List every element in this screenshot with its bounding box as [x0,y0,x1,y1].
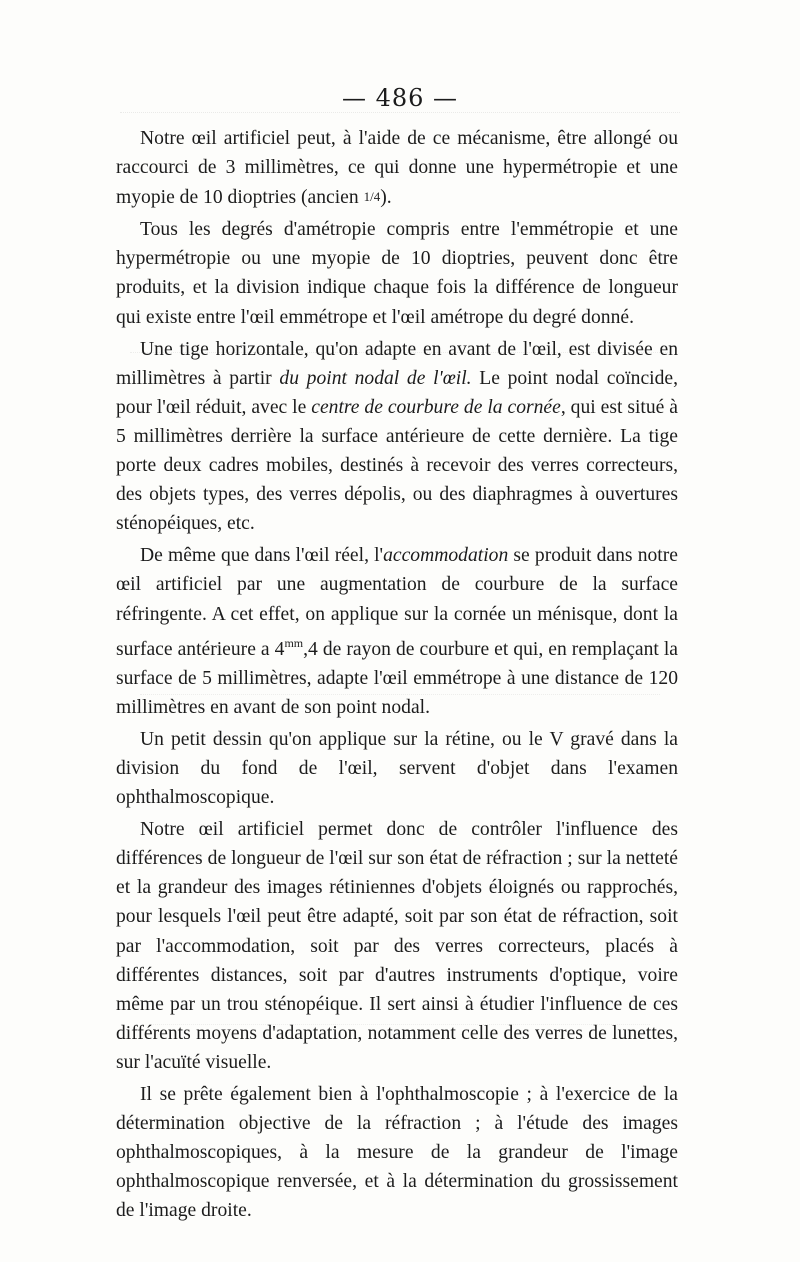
italic-run: centre de courbure de la cornée [311,396,561,418]
text-run: ,4 de rayon de courbure et qui, en remplaçant la surface de 5 millimètres, adapte l'œil emmétrope à une distance de 120 millimètres en avant de son point nodal. [116,638,678,718]
paragraph [116,1080,678,1225]
paragraph [116,124,678,212]
paragraph [116,541,678,722]
text-run: , qui est situé à 5 millimètres derrière la surface antérieure de cette dernière. La tige porte deux cadres mobiles, destinés à recevoir des verres correcteurs, des objets types, des verres dépolis, ou des diaphragmes à ouvertures sténopéiques, etc. [116,396,678,535]
text-run: Un petit dessin qu'on applique sur la rétine, ou le V gravé dans la division du fond de l'œil, servent d'objet dans l'examen ophthalmoscopique. [116,728,678,809]
text-run: ). [380,187,392,209]
text-run: Le point nodal coïncide, pour l'œil réduit, avec le [116,367,678,418]
show-through-texture [120,112,680,121]
page-number: — 486 — [341,84,459,112]
text-run: se produit dans notre œil artificiel par une augmentation de courbure de la surface réfringente. A cet effet, on applique sur la cornée un ménisque, dont la surface antérieure a 4 [116,545,678,660]
body-text [116,124,678,1225]
text-run: De même que dans l'œil réel, l' [140,545,384,567]
superscript-unit: mm [284,635,304,650]
italic-run: accommodation [383,545,509,567]
text-run: Notre œil artificiel peut, à l'aide de ce mécanisme, être allongé ou raccourci de 3 millimètres, ce qui donne une hypermétropie et une myopie de 10 dioptries (ancien [116,128,678,209]
text-run: Une tige horizontale, qu'on adapte en avant de l'œil, est divisée en millimètres à partir [116,338,678,389]
paragraph [116,815,678,1077]
fraction: 1/4 [363,189,381,205]
paragraph [116,335,678,539]
italic-run: du point nodal de l'œil. [279,367,472,389]
paragraph [116,215,678,331]
paragraph [116,725,678,812]
text-run: Notre œil artificiel permet donc de contrôler l'influence des différences de longueur de l'œil sur son état de réfraction ; sur la netteté et la grandeur des images rétiniennes d'objets éloignés ou rapprochés, pour lesquels l'œil peut être adapté, soit par son état de réfraction, soit par l'accommodation, soit par des verres correcteurs, placés à différentes distances, soit par d'autres instruments d'optique, voire même par un trou sténopéique. Il sert ainsi à étudier l'influence de ces différents moyens d'adaptation, notamment celle des verres de lunettes, sur l'acuïté visuelle. [116,819,678,1073]
text-run: Il se prête également bien à l'ophthalmoscopie ; à l'exercice de la détermination objective de la réfraction ; à l'étude des images ophthalmoscopiques, à la mesure de la grandeur de l'image ophthalmoscopique renversée, et à la détermination du grossissement de l'image droite. [116,1084,678,1222]
text-run: Tous les degrés d'amétropie compris entre l'emmétropie et une hypermétropie ou une myopie de 10 dioptries, peuvent donc être produits, et la division indique chaque fois la différence de longueur qui existe entre l'œil emmétrope et l'œil amétrope du degré donné. [116,219,678,328]
